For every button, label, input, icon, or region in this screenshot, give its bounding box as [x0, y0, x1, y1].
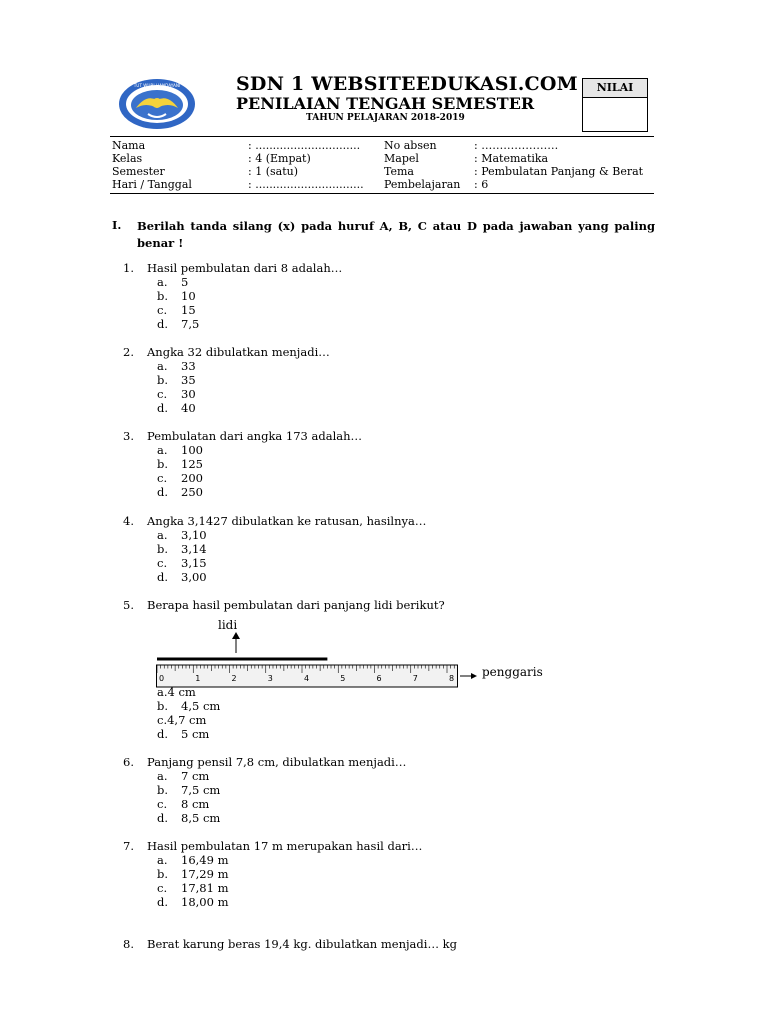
- option-1b[interactable]: b. 10: [157, 289, 196, 303]
- option-3a[interactable]: a. 100: [157, 443, 203, 457]
- section-instruction: Berilah tanda silang (x) pada huruf A, B, C atau D pada jawaban yang paling benar !: [137, 219, 655, 250]
- exam-title: PENILAIAN TENGAH SEMESTER: [236, 94, 535, 113]
- question-4: [123, 514, 426, 528]
- option-3b[interactable]: b. 125: [157, 457, 203, 471]
- ruler-number: 4: [304, 674, 310, 683]
- question-text: Berat karung beras 19,4 kg. dibulatkan menjadi… kg: [147, 937, 457, 951]
- question-text: Angka 32 dibulatkan menjadi…: [147, 345, 330, 359]
- name-field[interactable]: : ..............................: [248, 139, 361, 152]
- absen-field[interactable]: : …………………: [474, 139, 559, 152]
- ruler-label: penggaris: [482, 665, 543, 679]
- question-text: Pembulatan dari angka 173 adalah…: [147, 429, 363, 443]
- option-1d[interactable]: d. 7,5: [157, 317, 200, 331]
- divider-bottom: [110, 193, 654, 194]
- option-5a[interactable]: a.4 cm: [157, 685, 196, 699]
- question-text: Hasil pembulatan dari 8 adalah…: [147, 261, 343, 275]
- ruler-number: 5: [340, 674, 346, 683]
- question-number: 6.: [123, 755, 134, 769]
- info-label: No absen: [384, 139, 437, 152]
- question-3: [123, 429, 362, 443]
- option-1a[interactable]: a. 5: [157, 275, 189, 289]
- info-left-values: [248, 139, 364, 191]
- option-6c[interactable]: c. 8 cm: [157, 797, 210, 811]
- option-4d[interactable]: d. 3,00: [157, 570, 207, 584]
- question-2: [123, 345, 330, 359]
- ruler-number: 3: [267, 674, 273, 683]
- option-7d[interactable]: d. 18,00 m: [157, 895, 229, 909]
- option-3d[interactable]: d. 250: [157, 485, 203, 499]
- option-4b[interactable]: b. 3,14: [157, 542, 207, 556]
- question-7: [123, 839, 422, 853]
- option-2c[interactable]: c. 30: [157, 387, 196, 401]
- info-label: Nama: [112, 139, 146, 152]
- ruler-number: 8: [449, 674, 455, 683]
- question-1: [123, 261, 342, 275]
- section-number: I.: [112, 218, 122, 232]
- tut-wuri-handayani-logo: [118, 78, 196, 130]
- option-5d[interactable]: d. 5 cm: [157, 727, 210, 741]
- question-number: 2.: [123, 345, 134, 359]
- option-4c[interactable]: c. 3,15: [157, 556, 207, 570]
- info-value: : Matematika: [474, 152, 549, 165]
- question-8: [123, 937, 457, 951]
- school-name: SDN 1 WEBSITEEDUKASI.COM: [236, 73, 578, 95]
- question-number: 5.: [123, 598, 134, 612]
- info-value: : Pembulatan Panjang & Berat: [474, 165, 644, 178]
- info-value: : 4 (Empat): [248, 152, 311, 165]
- svg-text:TUT WURI HANDAYANI: TUT WURI HANDAYANI: [133, 83, 181, 88]
- info-label: Tema: [384, 165, 414, 178]
- info-right-values: [474, 139, 643, 191]
- option-2a[interactable]: a. 33: [157, 359, 196, 373]
- option-4a[interactable]: a. 3,10: [157, 528, 207, 542]
- info-label: Hari / Tanggal: [112, 178, 192, 191]
- question-text: Hasil pembulatan 17 m merupakan hasil dari…: [147, 839, 423, 853]
- info-label: Pembelajaran: [384, 178, 461, 191]
- ruler-number: 0: [159, 674, 165, 683]
- stick-label: lidi: [218, 618, 238, 632]
- ruler-figure: [156, 610, 486, 690]
- option-7a[interactable]: a. 16,49 m: [157, 853, 229, 867]
- question-text: Panjang pensil 7,8 cm, dibulatkan menjadi…: [147, 755, 407, 769]
- info-label: Semester: [112, 165, 165, 178]
- divider-top: [110, 136, 654, 137]
- question-number: 3.: [123, 429, 134, 443]
- question-number: 4.: [123, 514, 134, 528]
- info-label: Kelas: [112, 152, 143, 165]
- ruler-number: 7: [412, 674, 418, 683]
- option-2b[interactable]: b. 35: [157, 373, 196, 387]
- option-5c[interactable]: c.4,7 cm: [157, 713, 207, 727]
- score-label: NILAI: [583, 79, 647, 98]
- date-field[interactable]: : ...............................: [248, 178, 364, 191]
- question-text: Berapa hasil pembulatan dari panjang lidi berikut?: [147, 598, 445, 612]
- info-label: Mapel: [384, 152, 419, 165]
- question-number: 8.: [123, 937, 134, 951]
- info-value: : 1 (satu): [248, 165, 298, 178]
- option-3c[interactable]: c. 200: [157, 471, 203, 485]
- info-right-labels: [384, 139, 460, 191]
- option-7c[interactable]: c. 17,81 m: [157, 881, 229, 895]
- option-6a[interactable]: a. 7 cm: [157, 769, 210, 783]
- option-7b[interactable]: b. 17,29 m: [157, 867, 229, 881]
- ruler-number: 1: [195, 674, 201, 683]
- arrow-right-icon: [471, 673, 477, 679]
- question-text: Angka 3,1427 dibulatkan ke ratusan, hasilnya…: [147, 514, 427, 528]
- option-6b[interactable]: b. 7,5 cm: [157, 783, 221, 797]
- info-value: : 6: [474, 178, 489, 191]
- score-box: [582, 78, 648, 132]
- ruler-number: 6: [376, 674, 382, 683]
- option-6d[interactable]: d. 8,5 cm: [157, 811, 221, 825]
- arrow-head-icon: [232, 632, 240, 639]
- school-year: TAHUN PELAJARAN 2018-2019: [306, 113, 465, 123]
- ruler-number: 2: [231, 674, 237, 683]
- option-5b[interactable]: b. 4,5 cm: [157, 699, 221, 713]
- question-number: 1.: [123, 261, 134, 275]
- option-1c[interactable]: c. 15: [157, 303, 196, 317]
- question-6: [123, 755, 406, 769]
- info-left-labels: [112, 139, 192, 191]
- question-number: 7.: [123, 839, 134, 853]
- option-2d[interactable]: d. 40: [157, 401, 196, 415]
